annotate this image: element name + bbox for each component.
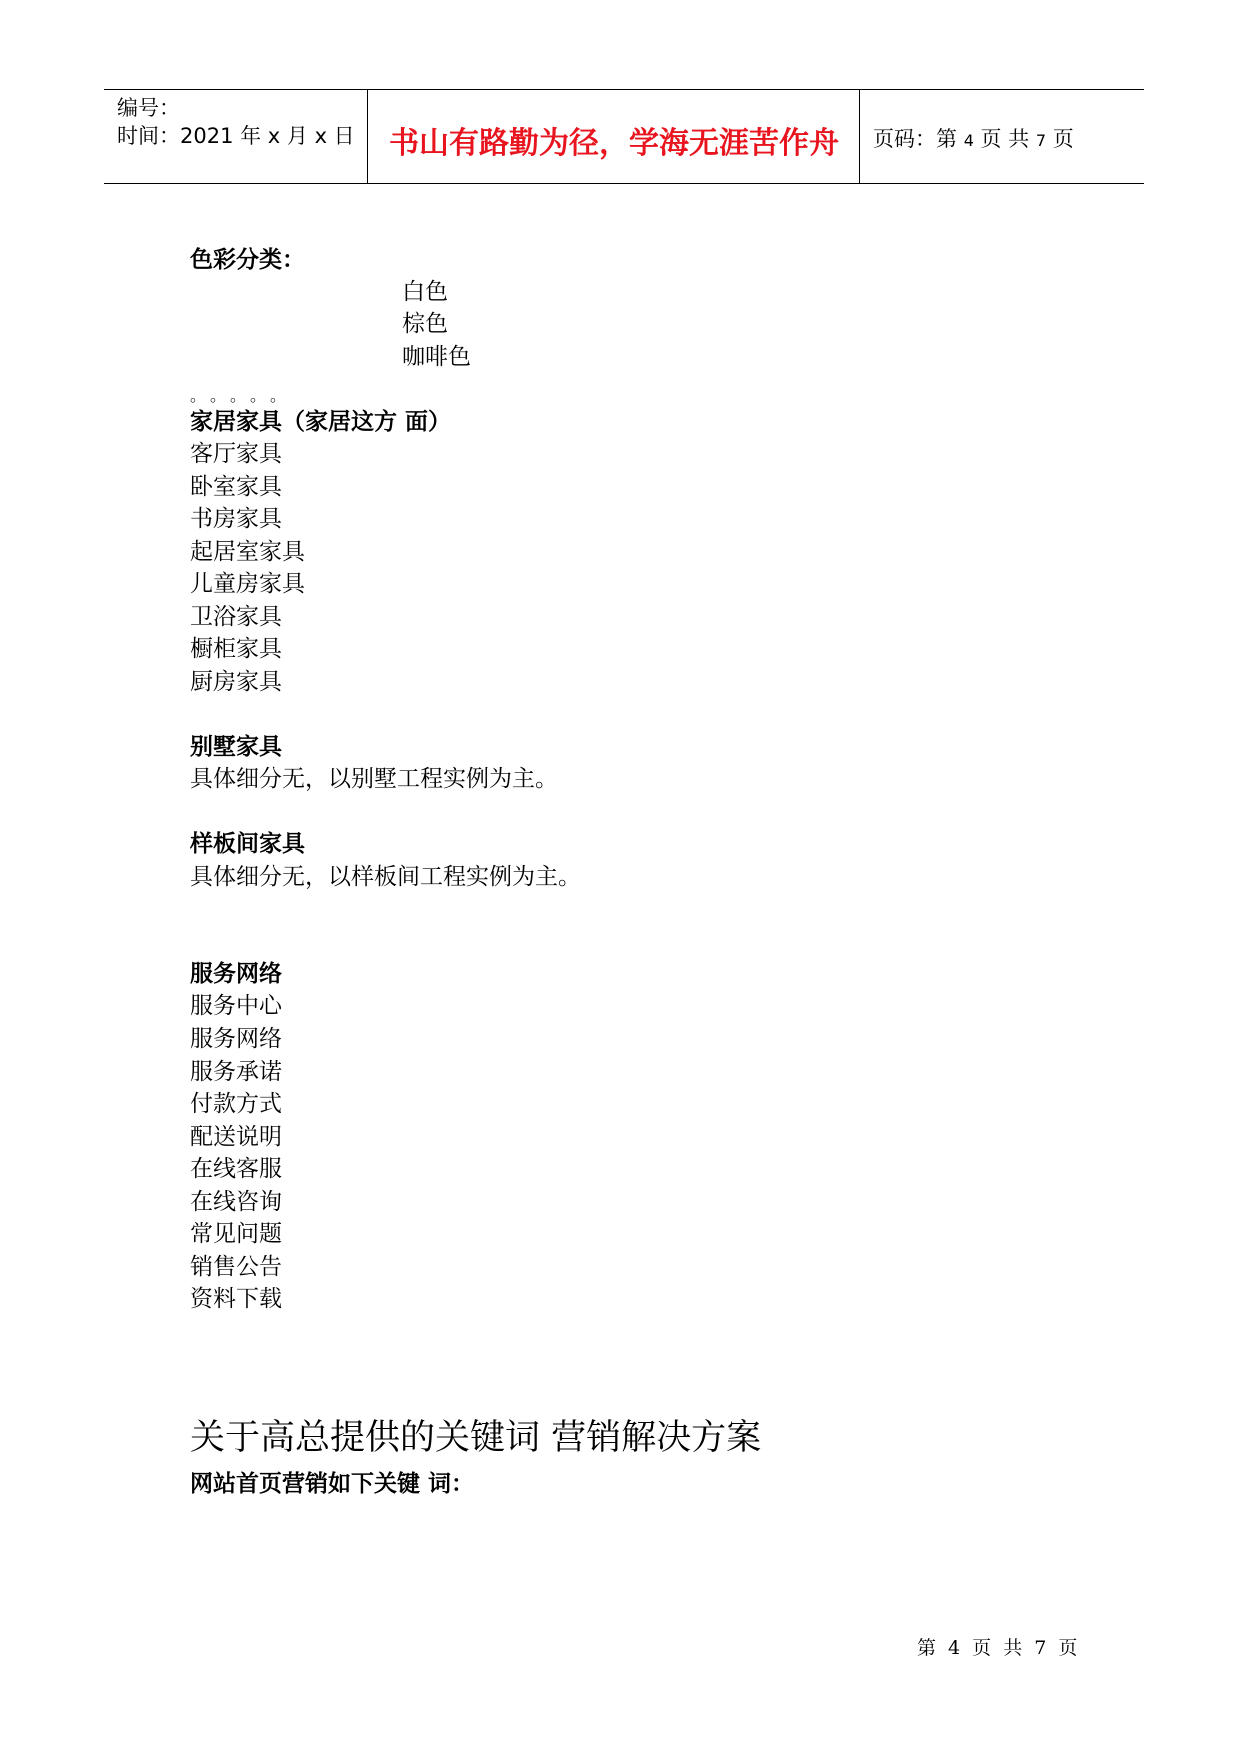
marketing-title: 关于高总提供的关键词 营销解决方案 bbox=[190, 1418, 762, 1458]
service-item: 配送说明 bbox=[190, 1124, 282, 1150]
service-network-heading: 服务网络 bbox=[190, 960, 282, 987]
page-code-suffix: 页 bbox=[1046, 127, 1074, 151]
color-item: 白色 bbox=[402, 279, 448, 305]
service-item: 资料下载 bbox=[190, 1286, 282, 1312]
page-code-prefix: 页码：第 bbox=[873, 127, 964, 151]
color-item: 咖啡色 bbox=[402, 344, 471, 370]
service-item: 服务中心 bbox=[190, 993, 282, 1019]
showroom-furniture-text: 具体细分无，以样板间工程实例为主。 bbox=[190, 864, 581, 890]
home-furniture-item: 厨房家具 bbox=[190, 669, 282, 695]
showroom-furniture-heading: 样板间家具 bbox=[190, 830, 305, 857]
color-item: 棕色 bbox=[402, 311, 448, 337]
document-time-label: 时间：2021 年 x 月 x 日 bbox=[117, 124, 355, 148]
header-page-code bbox=[873, 123, 1074, 153]
service-item: 付款方式 bbox=[190, 1091, 282, 1117]
document-number-label: 编号： bbox=[117, 96, 180, 120]
home-furniture-item: 卫浴家具 bbox=[190, 604, 282, 630]
service-item: 常见问题 bbox=[190, 1221, 282, 1247]
page-footer: 第 4 页 共 7 页 bbox=[917, 1637, 1081, 1659]
home-furniture-item: 橱柜家具 bbox=[190, 636, 282, 662]
home-furniture-item: 客厅家具 bbox=[190, 441, 282, 467]
separator-dots: 。。。。。 bbox=[190, 386, 299, 405]
service-item: 在线咨询 bbox=[190, 1189, 282, 1215]
page-header bbox=[104, 89, 1144, 184]
home-furniture-item: 儿童房家具 bbox=[190, 571, 305, 597]
home-furniture-item: 书房家具 bbox=[190, 506, 282, 532]
page-code-middle: 页 共 bbox=[973, 127, 1036, 151]
header-slogan: 书山有路勤为径，学海无涯苦作舟 bbox=[389, 126, 839, 161]
villa-furniture-text: 具体细分无，以别墅工程实例为主。 bbox=[190, 766, 558, 792]
service-item: 在线客服 bbox=[190, 1156, 282, 1182]
service-item: 服务网络 bbox=[190, 1026, 282, 1052]
villa-furniture-heading: 别墅家具 bbox=[190, 733, 282, 760]
home-furniture-item: 起居室家具 bbox=[190, 539, 305, 565]
page-code-current: 4 bbox=[963, 131, 974, 150]
color-section-heading: 色彩分类： bbox=[190, 246, 305, 273]
header-slogan-cell bbox=[369, 90, 860, 183]
header-meta-cell bbox=[104, 90, 368, 183]
service-item: 销售公告 bbox=[190, 1254, 282, 1280]
service-item: 服务承诺 bbox=[190, 1059, 282, 1085]
header-page-code-cell bbox=[861, 90, 1144, 183]
marketing-subtitle: 网站首页营销如下关键 词： bbox=[190, 1470, 475, 1497]
page-code-total: 7 bbox=[1035, 131, 1047, 150]
home-furniture-heading: 家居家具（家居这方 面） bbox=[190, 408, 452, 435]
home-furniture-item: 卧室家具 bbox=[190, 474, 282, 500]
